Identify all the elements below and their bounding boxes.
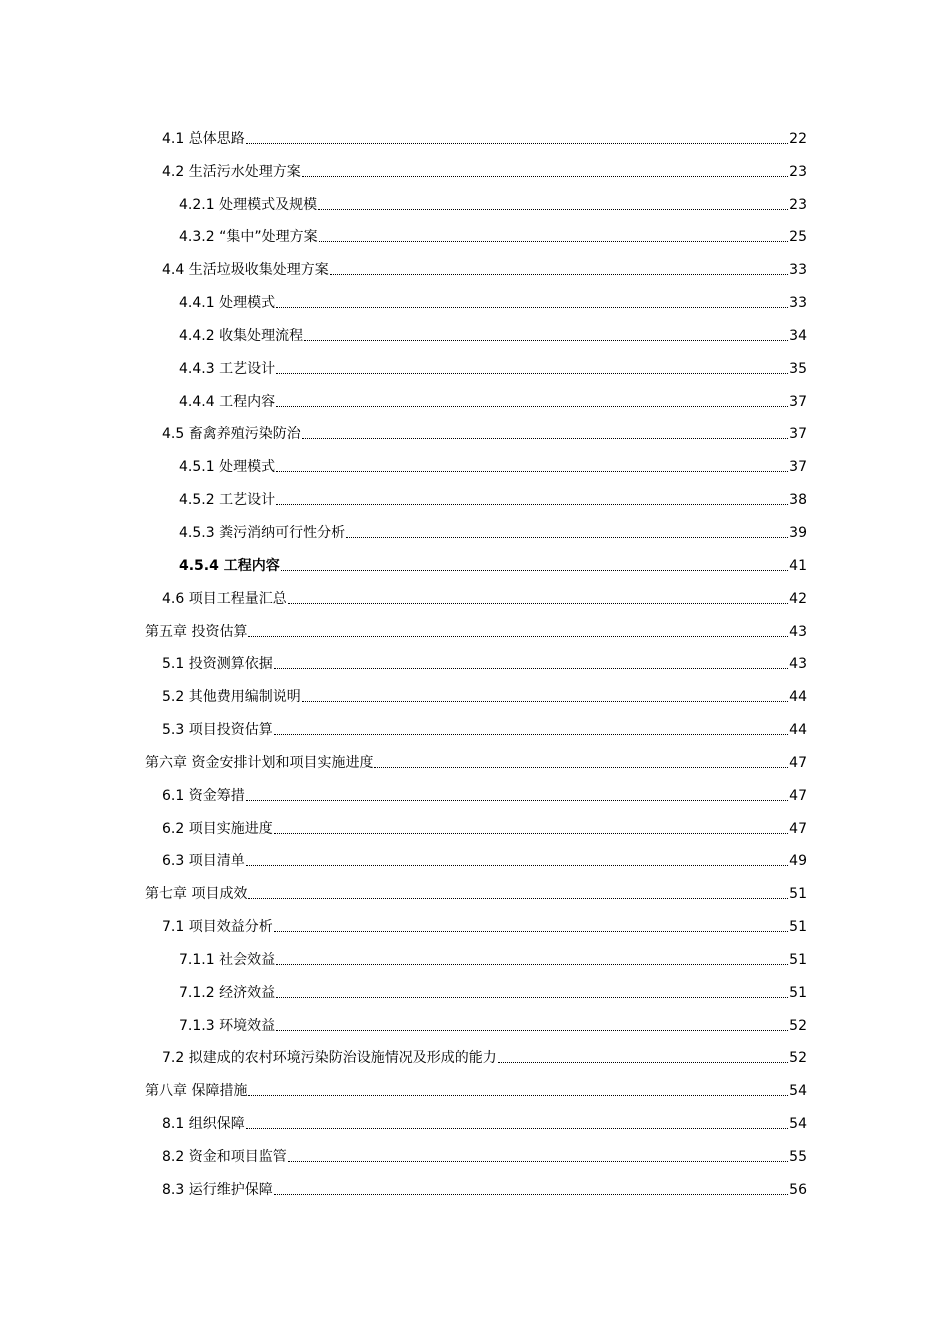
toc-entry[interactable] (145, 711, 807, 744)
toc-entry-page-number: 37 (789, 393, 807, 410)
toc-entry-page-number: 44 (789, 722, 807, 739)
toc-entry[interactable] (145, 514, 807, 547)
toc-entry-page-number: 51 (789, 951, 807, 968)
toc-dot-leader (248, 898, 788, 899)
toc-dot-leader (276, 1030, 788, 1031)
toc-entry-page-number: 47 (789, 787, 807, 804)
toc-entry[interactable] (145, 974, 807, 1007)
toc-entry-page-number: 42 (789, 590, 807, 607)
toc-entry-title: 6.3 项目清单 (162, 853, 245, 870)
toc-entry-page-number: 39 (789, 524, 807, 541)
toc-entry-page-number: 47 (789, 754, 807, 771)
toc-dot-leader (276, 406, 788, 407)
toc-entry-title: 5.1 投资测算依据 (162, 656, 273, 673)
toc-entry-page-number: 51 (789, 919, 807, 936)
toc-entry[interactable] (145, 153, 807, 186)
toc-entry-page-number: 37 (789, 426, 807, 443)
toc-dot-leader (276, 471, 788, 472)
toc-entry-title: 4.5.1 处理模式 (179, 459, 276, 476)
toc-entry-page-number: 25 (789, 229, 807, 246)
toc-dot-leader (288, 1161, 788, 1162)
toc-entry[interactable] (145, 646, 807, 679)
toc-entry[interactable] (145, 744, 807, 777)
toc-entry[interactable] (145, 350, 807, 383)
toc-dot-leader (274, 1194, 788, 1195)
toc-entry-page-number: 23 (789, 163, 807, 180)
toc-entry[interactable] (145, 613, 807, 646)
toc-entry-page-number: 37 (789, 459, 807, 476)
toc-entry[interactable] (145, 186, 807, 219)
toc-entry-title: 8.1 组织保障 (162, 1116, 245, 1133)
toc-entry-title: 6.1 资金筹措 (162, 787, 245, 804)
toc-dot-leader (274, 931, 788, 932)
toc-entry[interactable] (145, 941, 807, 974)
toc-entry-page-number: 22 (789, 130, 807, 147)
toc-entry[interactable] (145, 317, 807, 350)
toc-entry[interactable] (145, 1040, 807, 1073)
toc-entry[interactable] (145, 416, 807, 449)
toc-entry-title: 4.2.1 处理模式及规模 (179, 196, 318, 213)
toc-entry-title: 8.3 运行维护保障 (162, 1181, 273, 1198)
toc-entry-title: 4.3.2 “集中”处理方案 (179, 229, 318, 246)
toc-dot-leader (274, 734, 788, 735)
toc-entry[interactable] (145, 448, 807, 481)
toc-entry[interactable] (145, 908, 807, 941)
toc-entry-page-number: 54 (789, 1083, 807, 1100)
toc-entry-title: 7.1.2 经济效益 (179, 984, 276, 1001)
toc-entry-title: 4.4.3 工艺设计 (179, 360, 276, 377)
toc-entry-page-number: 41 (789, 557, 807, 574)
toc-entry[interactable] (145, 219, 807, 252)
toc-entry-page-number: 34 (789, 327, 807, 344)
toc-entry[interactable] (145, 1072, 807, 1105)
toc-entry[interactable] (145, 1007, 807, 1040)
toc-entry[interactable] (145, 383, 807, 416)
toc-dot-leader (276, 964, 788, 965)
toc-dot-leader (246, 1128, 788, 1129)
toc-entry-title: 4.5 畜禽养殖污染防治 (162, 426, 301, 443)
toc-dot-leader (302, 176, 788, 177)
toc-dot-leader (248, 636, 788, 637)
toc-entry-title: 7.1.3 环境效益 (179, 1017, 276, 1034)
toc-dot-leader (498, 1062, 788, 1063)
toc-dot-leader (330, 274, 788, 275)
toc-dot-leader (288, 603, 788, 604)
toc-dot-leader (276, 373, 788, 374)
toc-entry[interactable] (145, 1138, 807, 1171)
toc-entry[interactable] (145, 547, 807, 580)
toc-entry-title: 7.1.1 社会效益 (179, 951, 276, 968)
toc-entry-page-number: 51 (789, 886, 807, 903)
toc-entry[interactable] (145, 843, 807, 876)
toc-entry-page-number: 47 (789, 820, 807, 837)
toc-entry[interactable] (145, 875, 807, 908)
toc-dot-leader (374, 767, 788, 768)
toc-entry[interactable] (145, 481, 807, 514)
toc-entry-page-number: 43 (789, 623, 807, 640)
toc-dot-leader (246, 865, 788, 866)
toc-dot-leader (276, 307, 788, 308)
toc-entry-title: 4.6 项目工程量汇总 (162, 590, 287, 607)
toc-entry[interactable] (145, 777, 807, 810)
toc-dot-leader (302, 701, 788, 702)
toc-entry-page-number: 23 (789, 196, 807, 213)
toc-entry-title: 4.5.2 工艺设计 (179, 492, 276, 509)
toc-entry-page-number: 44 (789, 689, 807, 706)
toc-entry-title: 4.5.3 粪污消纳可行性分析 (179, 524, 346, 541)
toc-dot-leader (246, 800, 788, 801)
toc-entry-page-number: 52 (789, 1017, 807, 1034)
toc-entry-title: 4.5.4 工程内容 (179, 557, 280, 574)
toc-entry-title: 第六章 资金安排计划和项目实施进度 (145, 754, 374, 771)
toc-dot-leader (346, 537, 788, 538)
toc-entry[interactable] (145, 251, 807, 284)
toc-dot-leader (304, 340, 788, 341)
toc-dot-leader (302, 438, 788, 439)
toc-entry-page-number: 54 (789, 1116, 807, 1133)
toc-entry-title: 8.2 资金和项目监管 (162, 1149, 287, 1165)
toc-entry-title: 4.4.1 处理模式 (179, 295, 276, 312)
table-of-contents (145, 120, 807, 1204)
toc-entry-title: 4.4.2 收集处理流程 (179, 327, 304, 344)
toc-entry-page-number: 38 (789, 492, 807, 509)
toc-entry[interactable] (145, 1105, 807, 1138)
toc-entry-title: 4.2 生活污水处理方案 (162, 163, 301, 180)
toc-dot-leader (276, 504, 788, 505)
toc-entry-page-number: 52 (789, 1050, 807, 1067)
toc-entry-page-number: 56 (789, 1181, 807, 1198)
toc-entry-title: 6.2 项目实施进度 (162, 820, 273, 837)
toc-entry-page-number: 49 (789, 853, 807, 870)
toc-dot-leader (281, 570, 788, 571)
toc-entry-page-number: 55 (789, 1149, 807, 1165)
toc-entry-page-number: 51 (789, 984, 807, 1001)
toc-entry-title: 7.1 项目效益分析 (162, 919, 273, 936)
toc-entry-title: 4.4 生活垃圾收集处理方案 (162, 262, 329, 279)
toc-entry-page-number: 35 (789, 360, 807, 377)
toc-entry-title: 7.2 拟建成的农村环境污染防治设施情况及形成的能力 (162, 1050, 497, 1067)
toc-dot-leader (276, 997, 788, 998)
toc-entry-page-number: 33 (789, 262, 807, 279)
toc-dot-leader (274, 668, 788, 669)
toc-dot-leader (246, 143, 788, 144)
toc-entry[interactable] (145, 1171, 807, 1204)
toc-entry-title: 第八章 保障措施 (145, 1083, 248, 1100)
toc-entry-title: 5.2 其他费用编制说明 (162, 689, 301, 706)
toc-entry-title: 第五章 投资估算 (145, 623, 248, 640)
toc-entry-title: 5.3 项目投资估算 (162, 722, 273, 739)
toc-entry[interactable] (145, 284, 807, 317)
toc-dot-leader (318, 209, 788, 210)
toc-entry[interactable] (145, 678, 807, 711)
toc-entry-title: 第七章 项目成效 (145, 886, 248, 903)
toc-entry-title: 4.1 总体思路 (162, 130, 245, 147)
toc-dot-leader (319, 241, 789, 242)
toc-dot-leader (274, 833, 788, 834)
toc-entry[interactable] (145, 810, 807, 843)
toc-entry[interactable] (145, 580, 807, 613)
toc-entry-title: 4.4.4 工程内容 (179, 393, 276, 410)
toc-entry-page-number: 43 (789, 656, 807, 673)
toc-dot-leader (248, 1095, 788, 1096)
toc-entry[interactable] (145, 120, 807, 153)
toc-entry-page-number: 33 (789, 295, 807, 312)
